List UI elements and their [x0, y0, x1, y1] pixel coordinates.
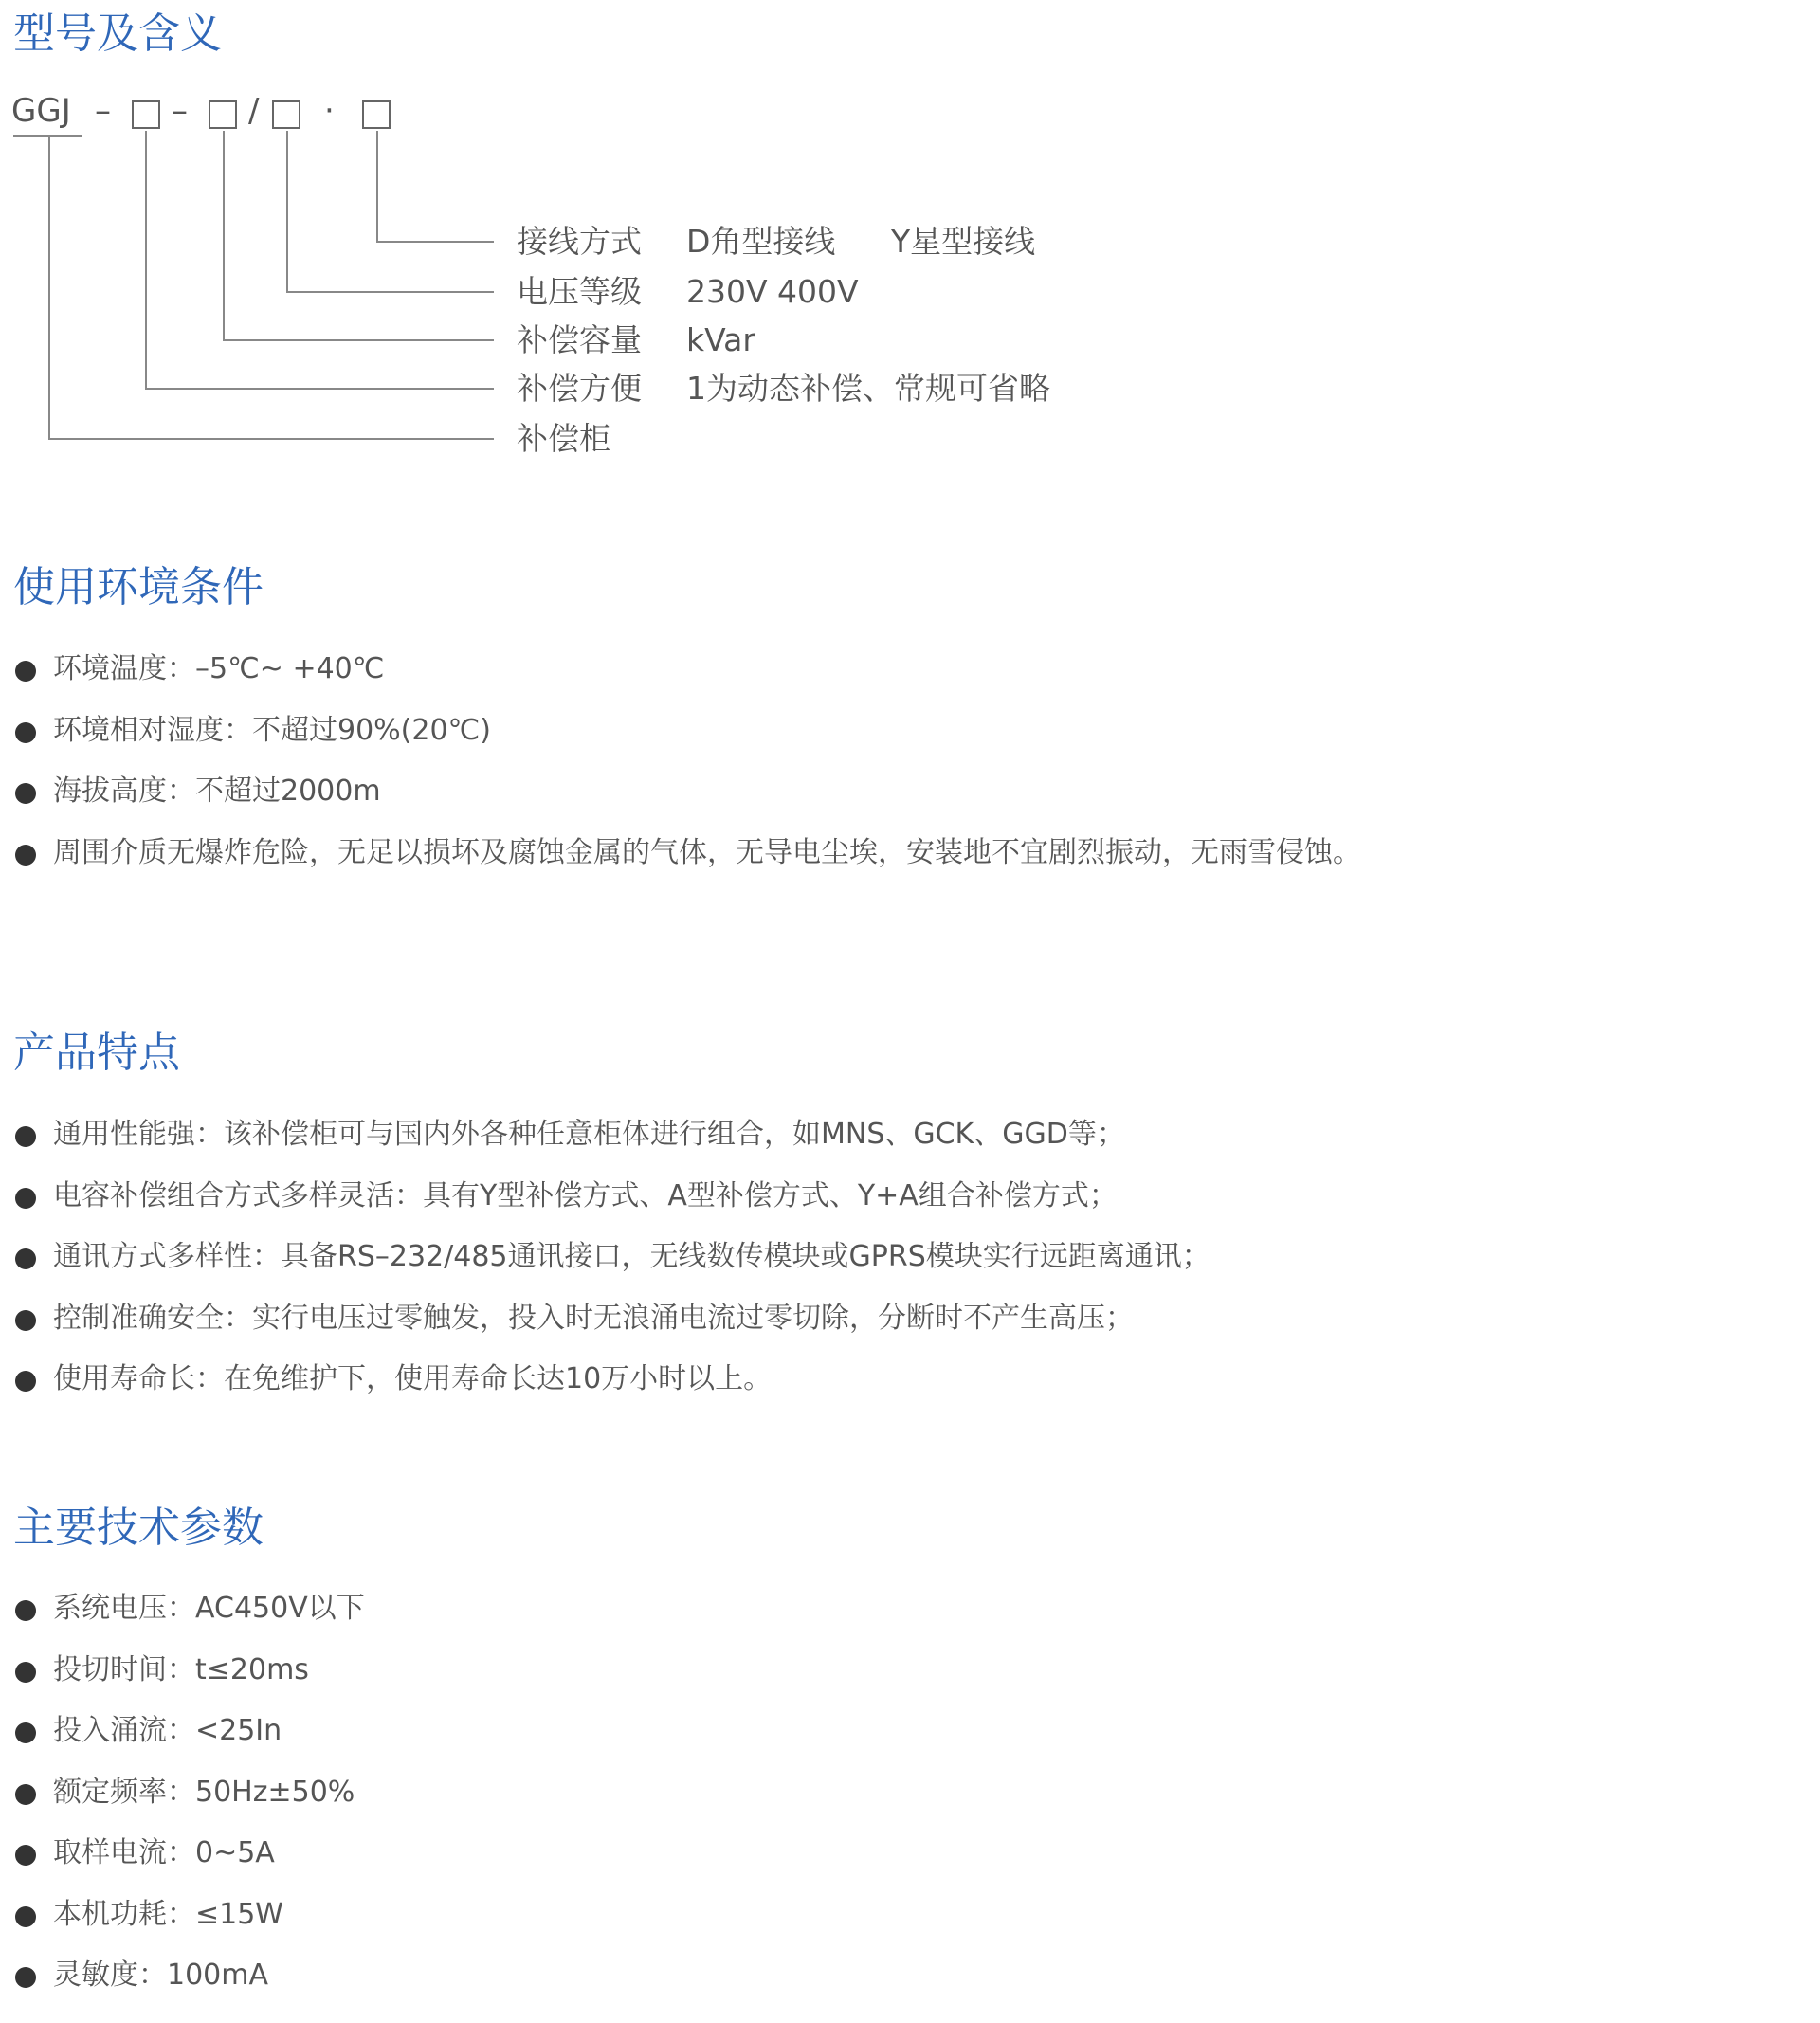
legend-label-voltage: 电压等级 [517, 273, 642, 310]
list-item [15, 1118, 1210, 1182]
list-item-text: 海拔高度：不超过2000m [53, 775, 381, 808]
list-item [15, 1836, 365, 1901]
connector-line-capacity [223, 131, 225, 341]
list-item-text: 通用性能强：该补偿柜可与国内外各种任意柜体进行组合，如MNS、GCK、GGD等； [53, 1118, 1125, 1151]
bullet-dot-icon [15, 1310, 36, 1331]
list-item-text: 投切时间：t≤20ms [53, 1652, 309, 1686]
list-item [15, 777, 1361, 839]
bullet-dot-icon [15, 1722, 36, 1743]
list-item-text: 本机功耗：≤15W [53, 1897, 283, 1931]
model-code-separator: · [324, 92, 335, 130]
list-item-text: 灵敏度：100mA [53, 1959, 269, 1992]
bullet-dot-icon [15, 1845, 36, 1866]
bullet-dot-icon [15, 1248, 36, 1269]
legend-label-capacity: 补偿容量 [517, 321, 642, 358]
legend-label-wiring: 接线方式 [517, 223, 642, 260]
legend-value-wiring-d: D角型接线 [686, 223, 836, 260]
list-item [15, 713, 1361, 778]
params-section-title: 主要技术参数 [13, 1504, 264, 1552]
bullet-dot-icon [15, 783, 36, 804]
list-item-text: 使用寿命长：在免维护下，使用寿命长达10万小时以上。 [53, 1362, 773, 1395]
list-item [15, 1362, 1210, 1427]
connector-line-voltage [286, 291, 494, 293]
model-code-prefix: GGJ [11, 92, 71, 130]
list-item-text: 通讯方式多样性：具备RS–232/485通讯接口，无线数传模块或GPRS模块实行远距离通讯； [53, 1240, 1210, 1273]
list-item [15, 1240, 1210, 1304]
model-code-separator: – [172, 92, 188, 130]
bullet-dot-icon [15, 1662, 36, 1683]
bullet-dot-icon [15, 1967, 36, 1988]
list-item-text: 电容补偿组合方式多样灵活：具有Y型补偿方式、A型补偿方式、Y+A组合补偿方式； [53, 1178, 1118, 1212]
tech-params-list [15, 1592, 365, 2023]
bullet-dot-icon [15, 1784, 36, 1805]
model-section-title: 型号及含义 [13, 9, 222, 58]
legend-value-mode: 1为动态补偿、常规可省略 [686, 370, 1050, 407]
bullet-dot-icon [15, 845, 36, 866]
legend-label-cabinet: 补偿柜 [517, 420, 610, 457]
features-section-title: 产品特点 [13, 1029, 180, 1077]
legend-value-wiring-y: Y星型接线 [891, 223, 1036, 260]
bullet-dot-icon [15, 661, 36, 682]
model-code-slot-3 [272, 100, 300, 129]
list-item [15, 835, 1361, 901]
connector-line-capacity [223, 339, 494, 341]
model-code-prefix-underline [13, 135, 82, 137]
env-conditions-list [15, 652, 1361, 900]
bullet-dot-icon [15, 1600, 36, 1621]
list-item-text: 环境相对湿度：不超过90%(20℃) [53, 713, 491, 747]
list-item [15, 1961, 365, 2023]
list-item-text: 投入涌流：<25In [53, 1714, 282, 1747]
model-code-slot-2 [209, 100, 237, 129]
list-item-text: 系统电压：AC450V以下 [53, 1592, 365, 1625]
connector-line-cabinet [48, 438, 494, 440]
list-item-text: 环境温度：–5℃~ +40℃ [53, 652, 385, 685]
connector-line-mode [145, 388, 494, 390]
list-item-text: 额定频率：50Hz±50% [53, 1775, 355, 1809]
model-code-separator: / [248, 92, 260, 130]
list-item [15, 652, 1361, 717]
bullet-dot-icon [15, 722, 36, 743]
legend-value-capacity: kVar [686, 321, 755, 358]
model-code-slot-1 [132, 100, 160, 129]
connector-line-wiring [376, 131, 378, 243]
list-item-text: 取样电流：0~5A [53, 1836, 275, 1869]
env-section-title: 使用环境条件 [13, 563, 264, 611]
model-code-slot-4 [362, 100, 391, 129]
bullet-dot-icon [15, 1188, 36, 1209]
connector-line-voltage [286, 131, 288, 293]
list-item [15, 1714, 365, 1778]
features-list [15, 1118, 1210, 1427]
list-item [15, 1592, 365, 1656]
bullet-dot-icon [15, 1126, 36, 1147]
bullet-dot-icon [15, 1906, 36, 1927]
list-item [15, 1652, 365, 1718]
list-item [15, 1178, 1210, 1244]
connector-line-cabinet [48, 135, 50, 439]
list-item [15, 1301, 1210, 1366]
list-item-text: 控制准确安全：实行电压过零触发，投入时无浪涌电流过零切除，分断时不产生高压； [53, 1301, 1134, 1335]
legend-label-mode: 补偿方便 [517, 370, 642, 407]
bullet-dot-icon [15, 1371, 36, 1392]
legend-value-voltage: 230V 400V [686, 273, 859, 310]
connector-line-wiring [376, 241, 494, 243]
list-item-text: 周围介质无爆炸危险，无足以损坏及腐蚀金属的气体，无导电尘埃，安装地不宜剧烈振动，无雨雪侵蚀。 [53, 835, 1361, 869]
model-code-separator: – [95, 92, 111, 130]
list-item [15, 1897, 365, 1962]
list-item [15, 1775, 365, 1840]
connector-line-mode [145, 131, 147, 390]
